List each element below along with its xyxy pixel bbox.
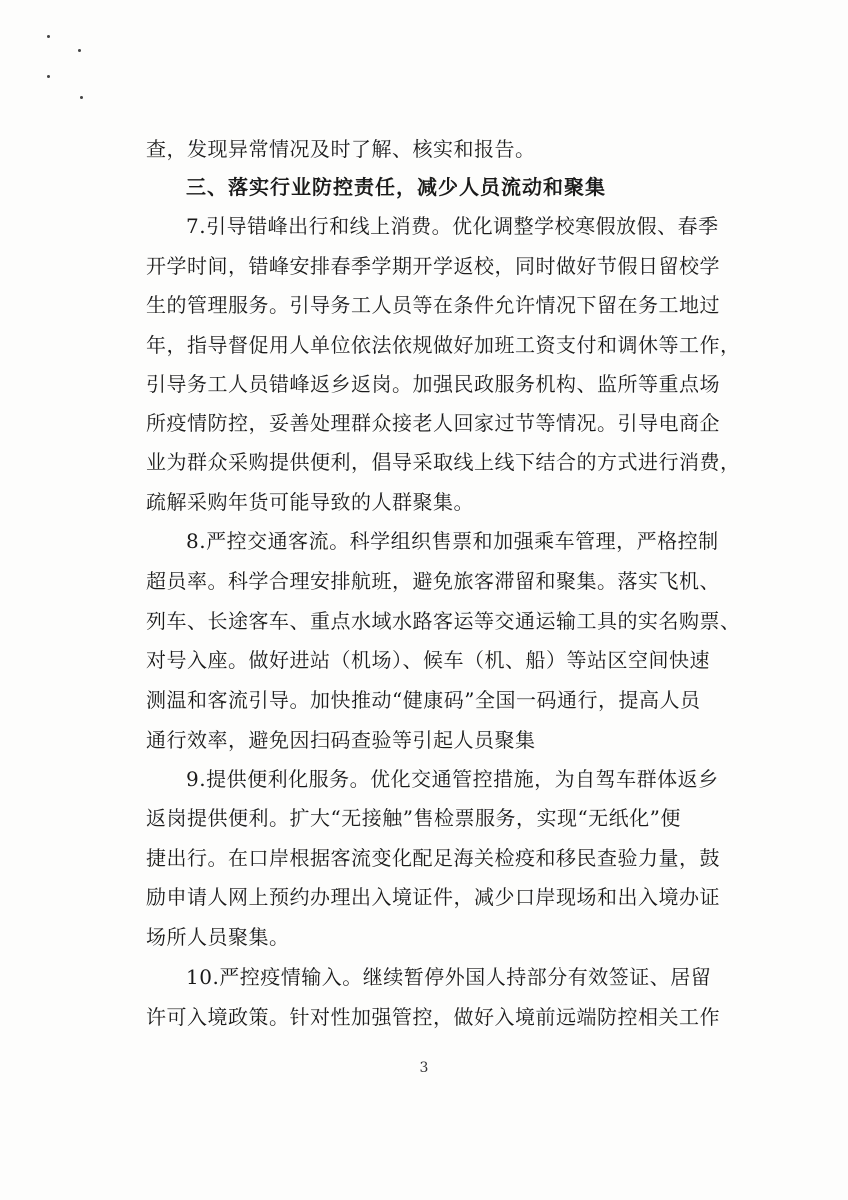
paragraph-line: 7.引导错峰出行和线上消费。优化调整学校寒假放假、春季 bbox=[186, 214, 719, 238]
paragraph-line: 10.严控疫情输入。继续暂停外国人持部分有效签证、居留 bbox=[186, 965, 712, 989]
section-heading: 三、落实行业防控责任，减少人员流动和聚集 bbox=[186, 175, 606, 199]
scan-speck bbox=[78, 49, 81, 52]
scan-speck bbox=[80, 96, 83, 99]
paragraph-line: 查，发现异常情况及时了解、核实和报告。 bbox=[146, 137, 536, 161]
paragraph-line: 所疫情防控，妥善处理群众接老人回家过节等情况。引导电商企 bbox=[146, 411, 720, 435]
paragraph-line: 测温和客流引导。加快推动“健康码”全国一码通行，提高人员 bbox=[146, 688, 701, 712]
paragraph-line: 通行效率，避免因扫码查验等引起人员聚集 bbox=[146, 728, 536, 752]
scan-speck bbox=[47, 35, 50, 38]
paragraph-line: 对号入座。做好进站（机场）、候车（机、船）等站区空间快速 bbox=[146, 648, 710, 672]
paragraph-line: 超员率。科学合理安排航班，避免旅客滞留和聚集。落实飞机、 bbox=[146, 569, 720, 593]
paragraph-line: 生的管理服务。引导务工人员等在条件允许情况下留在务工地过 bbox=[146, 293, 720, 317]
paragraph-line: 9.提供便利化服务。优化交通管控措施，为自驾车群体返乡 bbox=[186, 767, 719, 791]
paragraph-line: 捷出行。在口岸根据客流变化配足海关检疫和移民查验力量，鼓 bbox=[146, 846, 720, 870]
scan-speck bbox=[47, 75, 50, 78]
paragraph-line: 8.严控交通客流。科学组织售票和加强乘车管理，严格控制 bbox=[186, 529, 719, 553]
paragraph-line: 场所人员聚集。 bbox=[146, 925, 290, 949]
paragraph-line: 引导务工人员错峰返乡返岗。加强民政服务机构、监所等重点场 bbox=[146, 372, 720, 396]
paragraph-line: 列车、长途客车、重点水域水路客运等交通运输工具的实名购票、 bbox=[146, 609, 741, 633]
paragraph-line: 许可入境政策。针对性加强管控，做好入境前远端防控相关工作 bbox=[146, 1005, 720, 1029]
paragraph-line: 年，指导督促用人单位依法依规做好加班工资支付和调休等工作， bbox=[146, 333, 741, 357]
paragraph-line: 开学时间，错峰安排春季学期开学返校，同时做好节假日留校学 bbox=[146, 254, 720, 278]
paragraph-line: 业为群众采购提供便利，倡导采取线上线下结合的方式进行消费， bbox=[146, 450, 741, 474]
paragraph-line: 励申请人网上预约办理出入境证件，减少口岸现场和出入境办证 bbox=[146, 885, 720, 909]
paragraph-line: 返岗提供便利。扩大“无接触”售检票服务，实现“无纸化”便 bbox=[146, 806, 681, 830]
paragraph-line: 疏解采购年货可能导致的人群聚集。 bbox=[146, 490, 474, 514]
page-number: 3 bbox=[419, 1060, 429, 1076]
